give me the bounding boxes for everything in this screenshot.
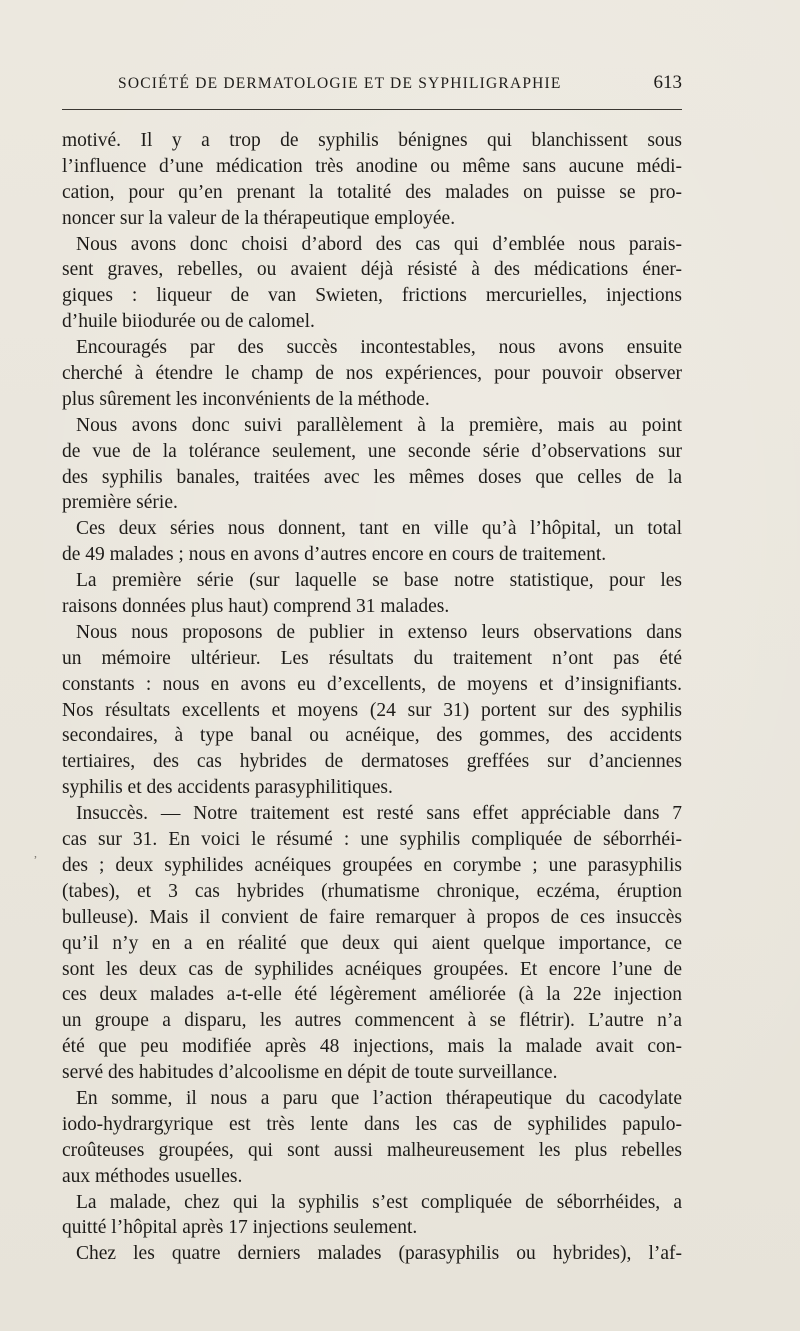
text-line: sent graves, rebelles, ou avaient déjà résisté à des médications éner- bbox=[62, 259, 682, 281]
text-line: syphilis et des accidents parasyphilitiques. bbox=[62, 777, 393, 799]
margin-mark: , bbox=[34, 846, 37, 860]
text-line: (tabes), et 3 cas hybrides (rhumatisme chronique, eczéma, éruption bbox=[62, 880, 682, 902]
page-number: 613 bbox=[653, 72, 682, 93]
text-line: Encouragés par des succès incontestables, nous avons ensuite bbox=[76, 337, 682, 359]
text-line: un mémoire ultérieur. Les résultats du traitement n’ont pas été bbox=[62, 647, 682, 669]
running-header bbox=[62, 72, 682, 98]
text-line: Nous avons donc suivi parallèlement à la première, mais au point bbox=[76, 414, 682, 436]
body-text bbox=[62, 128, 682, 1267]
text-line: sont les deux cas de syphilides acnéiques groupées. Et encore l’une de bbox=[62, 958, 682, 980]
text-line: Nous nous proposons de publier in extenso leurs observations dans bbox=[76, 621, 682, 643]
text-line: bulleuse). Mais il convient de faire remarquer à propos de ces insuccès bbox=[62, 906, 682, 928]
text-line: noncer sur la valeur de la thérapeutique employée. bbox=[62, 207, 456, 229]
text-line: plus sûrement les inconvénients de la méthode. bbox=[62, 388, 430, 410]
text-line: quitté l’hôpital après 17 injections seulement. bbox=[62, 1217, 418, 1239]
text-line: des ; deux syphilides acnéiques groupées en corymbe ; une parasyphilis bbox=[62, 854, 682, 876]
text-line: secondaires, à type banal ou acnéique, des gommes, des accidents bbox=[62, 725, 682, 747]
text-line: Chez les quatre derniers malades (parasyphilis ou hybrides), l’af- bbox=[76, 1243, 682, 1265]
text-line: l’influence d’une médication très anodine ou même sans aucune médi- bbox=[62, 155, 682, 177]
text-line: d’huile biiodurée ou de calomel. bbox=[62, 311, 315, 333]
text-line: cas sur 31. En voici le résumé : une syphilis compliquée de séborrhéi- bbox=[62, 829, 682, 851]
text-line: constants : nous en avons eu d’excellents, de moyens et d’insignifiants. bbox=[62, 673, 682, 695]
text-line: raisons données plus haut) comprend 31 malades. bbox=[62, 596, 450, 618]
text-line: Nos résultats excellents et moyens (24 sur 31) portent sur des syphilis bbox=[62, 699, 682, 721]
text-line: motivé. Il y a trop de syphilis bénignes qui blanchissent sous bbox=[62, 130, 682, 151]
text-line: Ces deux séries nous donnent, tant en ville qu’à l’hôpital, un total bbox=[76, 518, 682, 540]
text-line: qu’il n’y en a en réalité que deux qui aient quelque importance, ce bbox=[62, 932, 682, 954]
text-line: un groupe a disparu, les autres commencent à se flétrir). L’autre n’a bbox=[62, 1010, 682, 1032]
text-line: La première série (sur laquelle se base notre statistique, pour les bbox=[76, 570, 682, 592]
text-line: En somme, il nous a paru que l’action thérapeutique du cacodylate bbox=[76, 1087, 682, 1109]
text-line: de 49 malades ; nous en avons d’autres encore en cours de traitement. bbox=[62, 544, 607, 566]
text-line: été que peu modifiée après 48 injections, mais la malade avait con- bbox=[62, 1036, 682, 1058]
text-line: giques : liqueur de van Swieten, frictions mercurielles, injections bbox=[62, 285, 682, 307]
text-line: des syphilis banales, traitées avec les mêmes doses que celles de la bbox=[62, 466, 682, 488]
text-line: cation, pour qu’en prenant la totalité des malades on puisse se pro- bbox=[62, 181, 682, 203]
header-rule bbox=[62, 109, 682, 110]
text-line: cherché à étendre le champ de nos expériences, pour pouvoir observer bbox=[62, 363, 682, 385]
text-line: tertiaires, des cas hybrides de dermatoses greffées sur d’anciennes bbox=[62, 751, 682, 773]
text-line: iodo-hydrargyrique est très lente dans les cas de syphilides papulo- bbox=[62, 1113, 682, 1135]
text-line: aux méthodes usuelles. bbox=[62, 1165, 243, 1187]
text-line: Insuccès. — Notre traitement est resté sans effet appréciable dans 7 bbox=[76, 803, 682, 825]
text-line: ces deux malades a-t-elle été légèrement améliorée (à la 22e injection bbox=[62, 984, 682, 1006]
text-line: croûteuses groupées, qui sont aussi malheureusement les plus rebelles bbox=[62, 1139, 682, 1161]
text-line: première série. bbox=[62, 492, 178, 514]
text-line: La malade, chez qui la syphilis s’est compliquée de séborrhéides, a bbox=[76, 1191, 682, 1213]
text-line: de vue de la tolérance seulement, une seconde série d’observations sur bbox=[62, 440, 682, 462]
text-line: Nous avons donc choisi d’abord des cas qui d’emblée nous parais- bbox=[76, 233, 682, 255]
text-line: servé des habitudes d’alcoolisme en dépit de toute surveillance. bbox=[62, 1062, 558, 1084]
running-title: SOCIÉTÉ DE DERMATOLOGIE ET DE SYPHILIGRAPHIE bbox=[118, 75, 562, 92]
